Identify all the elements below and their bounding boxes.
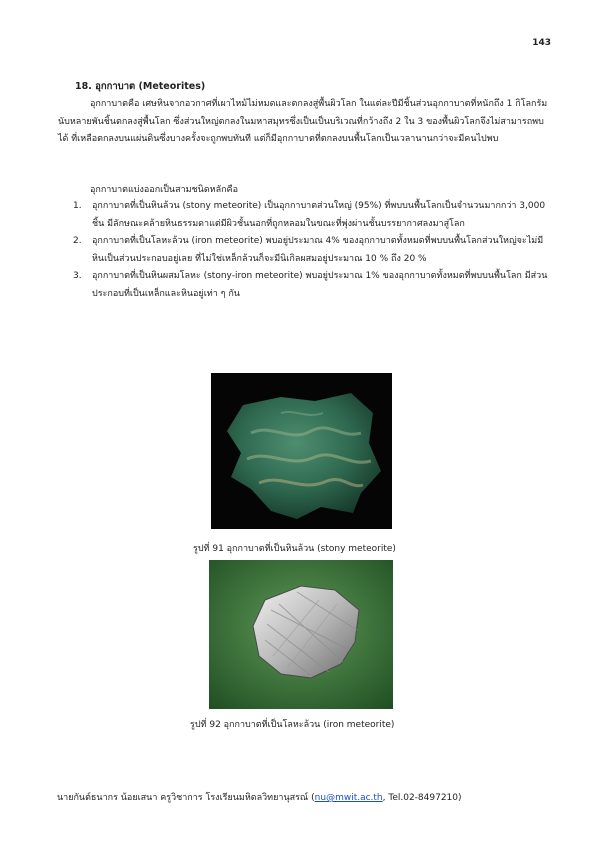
page-number: 143 [532, 38, 551, 48]
section-heading: 18. อุกกาบาต (Meteorites) [75, 81, 206, 92]
list-item-text: อุกกาบาตที่เป็นหินผสมโลหะ (stony-iron meteorite) พบอยู่ประมาณ 1% ของอุกกาบาตทั้งหมดที่พบบนพื้นโลก มีส่วนประกอบที่เป็นเหล็กและหินอยู่เท่า ๆ กัน [92, 271, 548, 299]
author-footer [57, 790, 462, 804]
section-paragraph [58, 96, 553, 149]
types-intro: อุกกาบาตแบ่งออกเป็นสามชนิดหลักคือ [90, 185, 238, 195]
list-item-text: อุกกาบาตที่เป็นโลหะล้วน (iron meteorite) พบอยู่ประมาณ 4% ของอุกกาบาตทั้งหมดที่พบบนพื้นโลกส่วนใหญ่จะไม่มีหินเป็นส่วนประกอบอยู่เลย ที่ไม่ใช่เหล็กล้วนก็จะมีนิเกิลผสมอยู่ประมาณ 10 % ถึง 20 % [92, 236, 544, 264]
list-item [58, 198, 555, 233]
email-link[interactable]: nu@mwit.ac.th [314, 793, 383, 803]
figure-91-caption: รูปที่ 91 อุกกาบาตที่เป็นหินล้วน (stony meteorite) [193, 544, 396, 554]
list-item-number: 1. [73, 201, 82, 211]
list-item-number: 3. [73, 271, 82, 281]
list-item [58, 233, 555, 268]
stony-meteorite-image [211, 373, 392, 529]
list-item [58, 268, 555, 303]
paragraph-text: อุกกาบาตคือ เศษหินจากอวกาศที่เผาไหม้ไม่หมดและตกลงสู่พื้นผิวโลก ในแต่ละปีมีชิ้นส่วนอุกกาบาตที่หนักถึง 1 กิโลกรัมนับหลายพันชิ้นตกลงสู่พื้นโลก ซึ่งส่วนใหญ่ตกลงในมหาสมุทรซึ่งเป็นเป็นบริเวณที่กว้างถึง 2 ใน 3 ของพื้นผิวโลกจึงไม่สามารถพบได้ ที่เหลือตกลงบนแผ่นดินซึ่งบางครั้งจะถูกพบทันที แต่ก็มีอุกกาบาตที่ตกลงบนพื้นโลกเป็นเวลานานกว่าจะมีคนไปพบ [58, 99, 548, 144]
stony-meteorite-photo [211, 373, 392, 529]
list-item-number: 2. [73, 236, 82, 246]
footer-suffix: , Tel.02-8497210) [382, 793, 462, 803]
iron-meteorite-photo [209, 560, 393, 709]
footer-prefix: นายกันต์ธนากร น้อยเสนา ครูวิชาการ โรงเรียนมหิดลวิทยานุสรณ์ ( [57, 793, 315, 803]
list-item-text: อุกกาบาตที่เป็นหินล้วน (stony meteorite) เป็นอุกกาบาตส่วนใหญ่ (95%) ที่พบบนพื้นโลกเป็นจำนวนมากกว่า 3,000 ชิ้น มีลักษณะคล้ายหินธรรมดาแต่มีผิวชั้นนอกที่ถูกหลอมในขณะที่พุ่งผ่านชั้นบรรยากาศลงมาสู่โลก [92, 201, 546, 229]
iron-meteorite-image [209, 560, 393, 709]
figure-92-caption: รูปที่ 92 อุกกาบาตที่เป็นโลหะล้วน (iron meteorite) [190, 720, 395, 730]
meteorite-type-list [58, 198, 555, 303]
